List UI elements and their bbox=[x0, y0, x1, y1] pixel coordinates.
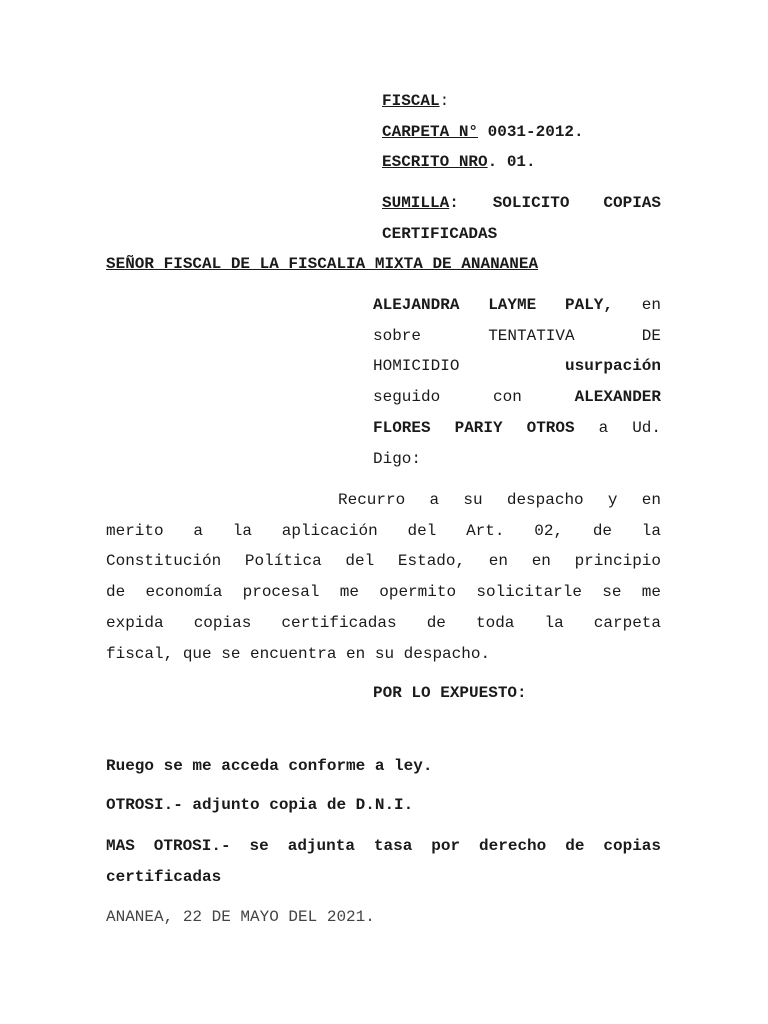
party-line-5: FLORES PARIY OTROS a Ud. bbox=[373, 418, 662, 437]
party-line-6: Digo: bbox=[373, 449, 422, 468]
body-line-1: Recurro a su despacho y en bbox=[338, 491, 661, 509]
party-line-3: HOMICIDIO usurpación bbox=[373, 357, 661, 376]
escrito-line: ESCRITO NRO. 01. bbox=[382, 153, 536, 172]
party-line-4: seguido con ALEXANDER bbox=[373, 388, 661, 407]
date-line: ANANEA, 22 DE MAYO DEL 2021. bbox=[106, 908, 375, 926]
party-block bbox=[373, 290, 661, 474]
body-line-3: Constitución Política del Estado, en en principio bbox=[106, 552, 661, 571]
carpeta-line: CARPETA N° 0031-2012. bbox=[382, 122, 584, 141]
party-line-2: sobre TENTATIVA DE bbox=[373, 326, 661, 345]
body-line-2: merito a la aplicación del Art. 02, de la bbox=[106, 521, 661, 540]
ruego-line: Ruego se me acceda conforme a ley. bbox=[106, 757, 433, 775]
mas-otrosi-line-1: MAS OTROSI.- se adjunta tasa por derecho de copias bbox=[106, 837, 661, 855]
addressee: SEÑOR FISCAL DE LA FISCALIA MIXTA DE ANANANEA bbox=[106, 255, 539, 273]
mas-otrosi-block bbox=[106, 831, 661, 892]
body-paragraph bbox=[106, 485, 661, 669]
mas-otrosi-line-2: certificadas bbox=[106, 867, 222, 886]
party-line-1: ALEJANDRA LAYME PALY, en bbox=[373, 296, 661, 314]
fiscal-line: FISCAL: bbox=[382, 92, 450, 110]
sumilla-block bbox=[382, 188, 661, 249]
sumilla-line-1: SUMILLA: SOLICITO COPIAS bbox=[382, 194, 661, 212]
body-line-6: fiscal, que se encuentra en su despacho. bbox=[106, 644, 491, 663]
body-line-4: de economía procesal me opermito solicitarle se me bbox=[106, 583, 661, 602]
body-line-5: expida copias certificadas de toda la carpeta bbox=[106, 613, 661, 632]
sumilla-line-2: CERTIFICADAS bbox=[382, 224, 498, 243]
otrosi-line: OTROSI.- adjunto copia de D.N.I. bbox=[106, 796, 414, 814]
header-block bbox=[382, 86, 584, 178]
por-lo-expuesto: POR LO EXPUESTO: bbox=[373, 684, 527, 702]
